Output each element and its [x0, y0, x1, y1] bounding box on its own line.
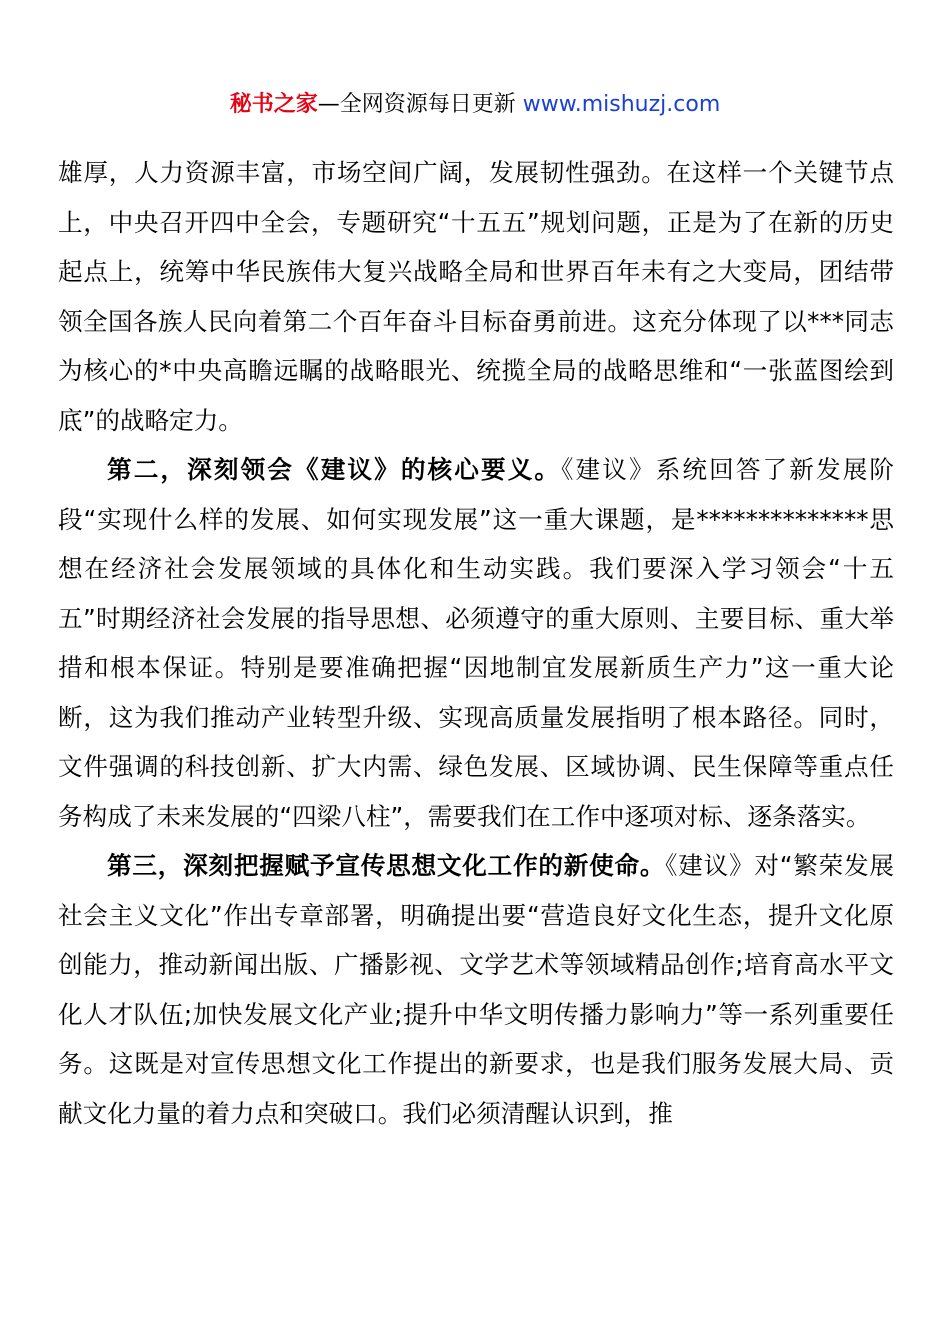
paragraph-third-point [58, 841, 894, 1138]
paragraph-text: 《建议》系统回答了新发展阶段“实现什么样的发展、如何实现发展”这一重大课题，是**************思想在经济社会发展领域的具体化和生动实践。我们要深入学习领会“十五五”时期经济社会发展的指导思想、必须遵守的重大原则、主要目标、重大举措和根本保证。特别是要准确把握“因地制宜发展新质生产力”这一重大论断，这为我们推动产业转型升级、实现高质量发展指明了根本路径。同时，文件强调的科技创新、扩大内需、绿色发展、区域协调、民生保障等重点任务构成了未来发展的“四梁八柱”，需要我们在工作中逐项对标、逐条落实。 [58, 455, 894, 831]
brand-name: 秘书之家 [229, 92, 318, 117]
paragraph-text: 《建议》对“繁荣发展社会主义文化”作出专章部署，明确提出要“营造良好文化生态，提升文化原创能力，推动新闻出版、广播影视、文学艺术等领域精品创作;培育高水平文化人才队伍;加快发展文化产业;提升中华文明传播力影响力”等一系列重要任务。这既是对宣传思想文化工作提出的新要求，也是我们服务发展大局、贡献文化力量的着力点和突破口。我们必须清醒认识到，推 [58, 851, 894, 1128]
header-tagline: —全网资源每日更新 [317, 92, 523, 117]
paragraph-continuation [58, 148, 894, 445]
site-header [0, 90, 950, 120]
paragraph-heading: 第三，深刻把握赋予宣传思想文化工作的新使命。 [107, 851, 666, 880]
paragraph-heading: 第二，深刻领会《建议》的核心要义。 [107, 455, 562, 484]
document-body [58, 148, 894, 1138]
paragraph-second-point [58, 445, 894, 841]
site-url-link[interactable]: www.mishuzj.com [522, 92, 721, 117]
paragraph-text: 雄厚，人力资源丰富，市场空间广阔，发展韧性强劲。在这样一个关键节点上，中央召开四中全会，专题研究“十五五”规划问题，正是为了在新的历史起点上，统筹中华民族伟大复兴战略全局和世界百年未有之大变局，团结带领全国各族人民向着第二个百年奋斗目标奋勇前进。这充分体现了以***同志为核心的*中央高瞻远瞩的战略眼光、统揽全局的战略思维和“一张蓝图绘到底”的战略定力。 [58, 158, 894, 435]
